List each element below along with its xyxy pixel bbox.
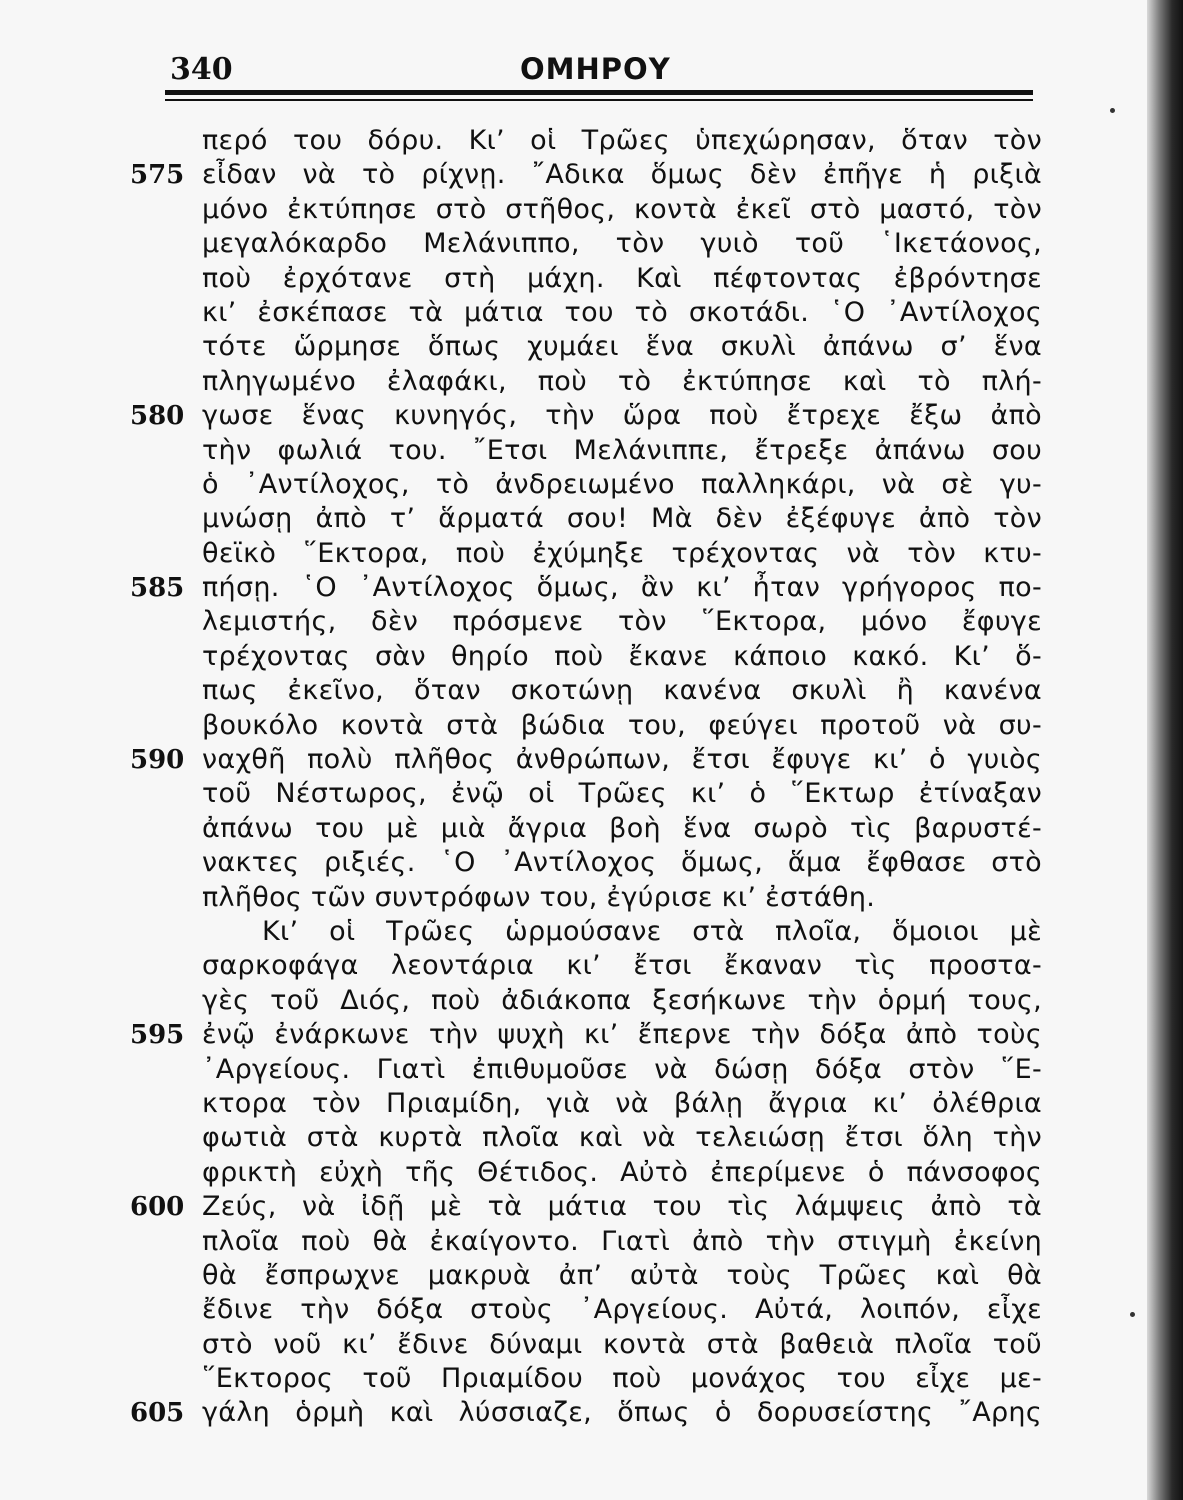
text-line bbox=[130, 743, 1050, 777]
line-text: πλοῖα ποὺ θὰ ἐκαίγοντο. Γιατὶ ἀπὸ τὴν στιγμὴ ἐκείνη bbox=[202, 1225, 1042, 1257]
page-number: 340 bbox=[170, 52, 233, 87]
text-line bbox=[130, 881, 1050, 915]
text-line bbox=[130, 1018, 1050, 1052]
text-line bbox=[130, 1328, 1050, 1362]
text-line bbox=[130, 846, 1050, 880]
text-line bbox=[130, 777, 1050, 811]
text-line bbox=[130, 227, 1050, 261]
line-text: πλῆθος τῶν συντρόφων του, ἐγύρισε κι’ ἐστάθη. bbox=[202, 881, 876, 913]
text-line bbox=[130, 1396, 1050, 1430]
line-number: 605 bbox=[130, 1398, 185, 1429]
text-line bbox=[130, 434, 1050, 468]
line-text: φωτιὰ στὰ κυρτὰ πλοῖα καὶ νὰ τελειώσῃ ἔτσι ὅλη τὴν bbox=[202, 1122, 1042, 1154]
text-line bbox=[130, 468, 1050, 502]
line-text: τότε ὥρμησε ὅπως χυμάει ἕνα σκυλὶ ἀπάνω σ’ ἕνα bbox=[202, 331, 1042, 363]
line-number: 585 bbox=[130, 573, 185, 604]
text-line bbox=[130, 193, 1050, 227]
text-line bbox=[130, 1293, 1050, 1327]
text-line bbox=[130, 262, 1050, 296]
text-line bbox=[130, 605, 1050, 639]
text-line bbox=[130, 984, 1050, 1018]
text-line bbox=[130, 709, 1050, 743]
line-text: μόνο ἐκτύπησε στὸ στῆθος, κοντὰ ἐκεῖ στὸ μαστό, τὸν bbox=[202, 193, 1042, 225]
line-text: ὁ ᾿Αντίλοχος, τὸ ἀνδρειωμένο παλληκάρι, νὰ σὲ γυ- bbox=[202, 468, 1042, 500]
line-text: ποὺ ἐρχότανε στὴ μάχη. Καὶ πέφτοντας ἐβρόντησε bbox=[202, 262, 1042, 294]
line-text: περό του δόρυ. Κι’ οἱ Τρῶες ὑπεχώρησαν, ὅταν τὸν bbox=[202, 125, 1042, 156]
line-number: 575 bbox=[130, 160, 185, 191]
line-text: Ζεύς, νὰ ἰδῇ μὲ τὰ μάτια του τὶς λάμψεις ἀπὸ τὰ bbox=[202, 1191, 1042, 1223]
text-line bbox=[130, 330, 1050, 364]
body-text bbox=[130, 124, 1050, 1431]
line-number: 600 bbox=[130, 1192, 185, 1223]
line-text: Κι’ οἱ Τρῶες ὡρμούσανε στὰ πλοῖα, ὅμοιοι μὲ bbox=[262, 915, 1042, 947]
text-line bbox=[130, 674, 1050, 708]
text-line bbox=[130, 1053, 1050, 1087]
line-text: γωσε ἕνας κυνηγός, τὴν ὥρα ποὺ ἔτρεχε ἔξω ἀπὸ bbox=[202, 400, 1042, 432]
text-line bbox=[130, 640, 1050, 674]
line-number: 595 bbox=[130, 1020, 185, 1051]
line-text: λεμιστής, δὲν πρόσμενε τὸν ῞Εκτορα, μόνο ἔφυγε bbox=[202, 606, 1042, 638]
line-text: τοῦ Νέστωρος, ἐνῷ οἱ Τρῶες κι’ ὁ ῞Εκτωρ ἐτίναξαν bbox=[202, 778, 1042, 810]
page-header bbox=[0, 0, 1183, 110]
print-speck bbox=[1130, 1312, 1135, 1317]
line-text: ἀπάνω του μὲ μιὰ ἄγρια βοὴ ἕνα σωρὸ τὶς βαρυστέ- bbox=[202, 812, 1042, 844]
header-rule-thin bbox=[165, 99, 1033, 101]
text-line bbox=[130, 1259, 1050, 1293]
line-text: φρικτὴ εὐχὴ τῆς Θέτιδος. Αὐτὸ ἐπερίμενε ὁ πάνσοφος bbox=[202, 1156, 1042, 1188]
text-line bbox=[130, 1087, 1050, 1121]
line-text: ῞Εκτορος τοῦ Πριαμίδου ποὺ μονάχος του εἶχε με- bbox=[202, 1363, 1042, 1395]
text-line bbox=[130, 812, 1050, 846]
text-line bbox=[130, 915, 1050, 949]
print-speck bbox=[1110, 108, 1115, 113]
line-text: κτορα τὸν Πριαμίδη, γιὰ νὰ βάλῃ ἄγρια κι’ ὀλέθρια bbox=[202, 1087, 1042, 1119]
line-text: γὲς τοῦ Διός, ποὺ ἀδιάκοπα ξεσήκωνε τὴν ὁρμή τους, bbox=[202, 984, 1042, 1016]
line-text: τρέχοντας σὰν θηρίο ποὺ ἔκανε κάποιο κακό. Κι’ ὅ- bbox=[202, 640, 1042, 672]
line-text: εἶδαν νὰ τὸ ρίχνῃ. ῎Αδικα ὅμως δὲν ἐπῆγε ἡ ριξιὰ bbox=[202, 159, 1042, 191]
text-line bbox=[130, 1362, 1050, 1396]
text-line bbox=[130, 399, 1050, 433]
text-line bbox=[130, 1121, 1050, 1155]
text-line bbox=[130, 537, 1050, 571]
line-text: σαρκοφάγα λεοντάρια κι’ ἔτσι ἔκαναν τὶς προστα- bbox=[202, 950, 1042, 982]
text-line bbox=[130, 1190, 1050, 1224]
line-text: βουκόλο κοντὰ στὰ βώδια του, φεύγει προτοῦ νὰ συ- bbox=[202, 709, 1042, 741]
line-text: πήσῃ. ῾Ο ᾿Αντίλοχος ὅμως, ἂν κι’ ἦταν γρήγορος πο- bbox=[202, 572, 1042, 604]
line-text: ἔδινε τὴν δόξα στοὺς ᾿Αργείους. Αὐτά, λοιπόν, εἶχε bbox=[202, 1294, 1042, 1326]
text-line bbox=[130, 1225, 1050, 1259]
line-number: 580 bbox=[130, 401, 185, 432]
line-text: θεϊκὸ ῞Εκτορα, ποὺ ἐχύμηξε τρέχοντας νὰ τὸν κτυ- bbox=[202, 537, 1042, 569]
binding-edge bbox=[1147, 0, 1183, 1500]
text-line bbox=[130, 124, 1050, 158]
text-line bbox=[130, 365, 1050, 399]
line-text: ναχθῆ πολὺ πλῆθος ἀνθρώπων, ἔτσι ἔφυγε κι’ ὁ γυιὸς bbox=[202, 744, 1042, 776]
header-rule-thick bbox=[165, 90, 1033, 95]
text-line bbox=[130, 949, 1050, 983]
line-text: πληγωμένο ἐλαφάκι, ποὺ τὸ ἐκτύπησε καὶ τὸ πλή- bbox=[202, 365, 1042, 397]
line-text: κι’ ἐσκέπασε τὰ μάτια του τὸ σκοτάδι. ῾Ο ᾿Αντίλοχος bbox=[202, 296, 1042, 328]
line-text: μεγαλόκαρδο Μελάνιππο, τὸν γυιὸ τοῦ ῾Ικετάονος, bbox=[202, 228, 1042, 260]
line-number: 590 bbox=[130, 745, 185, 776]
text-line bbox=[130, 502, 1050, 536]
line-text: πως ἐκεῖνο, ὅταν σκοτώνῃ κανένα σκυλὶ ἢ κανένα bbox=[202, 675, 1042, 707]
running-title: ΟΜΗΡΟΥ bbox=[520, 52, 671, 86]
line-text: νακτες ριξιές. ῾Ο ᾿Αντίλοχος ὅμως, ἅμα ἔφθασε στὸ bbox=[202, 847, 1042, 879]
line-text: γάλη ὁρμὴ καὶ λύσσιαζε, ὅπως ὁ δορυσείστης ῎Αρης bbox=[202, 1397, 1042, 1429]
text-line bbox=[130, 296, 1050, 330]
text-line bbox=[130, 158, 1050, 192]
line-text: τὴν φωλιά του. ῎Ετσι Μελάνιππε, ἔτρεξε ἀπάνω σου bbox=[202, 434, 1042, 466]
line-text: ᾿Αργείους. Γιατὶ ἐπιθυμοῦσε νὰ δώσῃ δόξα στὸν ῞Ε- bbox=[202, 1053, 1042, 1085]
line-text: ἐνῷ ἐνάρκωνε τὴν ψυχὴ κι’ ἔπερνε τὴν δόξα ἀπὸ τοὺς bbox=[202, 1019, 1042, 1051]
line-text: μνώσῃ ἀπὸ τ’ ἅρματά σου! Μὰ δὲν ἐξέφυγε ἀπὸ τὸν bbox=[202, 503, 1042, 535]
text-line bbox=[130, 571, 1050, 605]
text-line bbox=[130, 1156, 1050, 1190]
line-text: στὸ νοῦ κι’ ἔδινε δύναμι κοντὰ στὰ βαθειὰ πλοῖα τοῦ bbox=[202, 1328, 1042, 1360]
line-text: θὰ ἔσπρωχνε μακρυὰ ἀπ’ αὐτὰ τοὺς Τρῶες καὶ θὰ bbox=[202, 1259, 1042, 1291]
